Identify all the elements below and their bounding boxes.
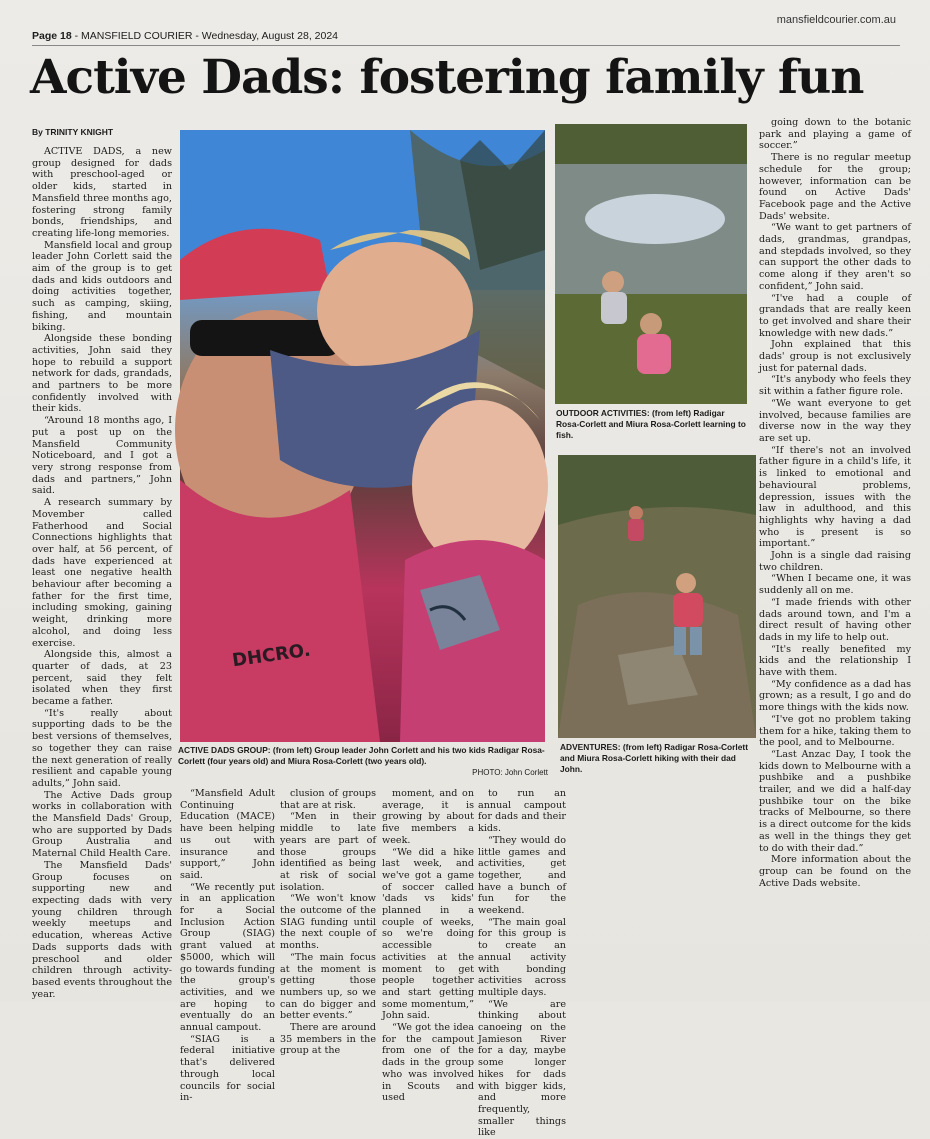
page-number: Page 18: [32, 30, 72, 42]
main-photo-dad-and-kids: [180, 130, 545, 742]
article-column-1: [32, 146, 172, 1000]
hiking-caption-text: (from left) Radigar Rosa-Corlett and Miura Rosa-Corlett hiking with their dad John.: [560, 742, 748, 774]
paragraph: “We got the idea for the campout from one of the dads in the group who was involved in Scouts and used: [382, 1022, 474, 1104]
hiking-photo-caption: [560, 742, 755, 775]
article-column-4: [382, 788, 474, 1104]
paragraph: “We recently put in an application for a Social Inclusion Action Group (SIAG) grant valued at $5000, which will go towards funding the group's activities, and we are hoping to eventually do an annual campout.: [180, 881, 275, 1034]
paragraph: “When I became one, it was suddenly all on me.: [759, 573, 911, 597]
fishing-caption-text: (from left) Radigar Rosa-Corlett and Miura Rosa-Corlett learning to fish.: [556, 408, 746, 440]
paragraph: “We want everyone to get involved, because families are diverse now in the way they are set up.: [759, 397, 911, 444]
fishing-caption-label: OUTDOOR ACTIVITIES:: [556, 408, 650, 418]
paragraph: “If there's not an involved father figure in a child's life, it is linked to emotional and behavioural problems, depression, issues with the law in adulthood, and this highlights why having a dad who is present is so important.”: [759, 444, 911, 550]
paragraph: More information about the group can be found on the Active Dads website.: [759, 854, 911, 889]
paragraph: “I've got no problem taking them for a hike, taking them to the pool, and to Melbourne.: [759, 713, 911, 749]
paragraph: “SIAG is a federal initiative that's delivered through local councils for social in-: [180, 1033, 275, 1104]
paragraph: “They would do little games and activities, get together, and have a bunch of fun for the weekend.: [478, 834, 566, 917]
paragraph: “We are thinking about canoeing on the Jamieson River for a day, maybe some longer hikes for dads with bigger kids, and more frequently, smaller things like: [478, 998, 566, 1139]
folio-left: [32, 30, 338, 45]
fishing-photo-caption: [556, 408, 748, 441]
paragraph: “We did a hike last week, and we've got a game of soccer called 'dads vs kids' planned in a couple of weeks, so we're doing accessible activities at the moment to get people together and start getting some momentum,” John said.: [382, 846, 474, 1022]
paragraph: There are around 35 members in the group at the: [280, 1022, 376, 1057]
article-column-3: [280, 788, 376, 1057]
paragraph: John explained that this dads' group is not exclusively just for paternal dads.: [759, 339, 911, 374]
paragraph: “We won't know the outcome of the SIAG funding until the next couple of months.: [280, 893, 376, 952]
photo-credit: PHOTO: John Corlett: [472, 768, 548, 777]
paragraph: Alongside this, almost a quarter of dads, at 23 percent, said they felt isolated when they first became a father.: [32, 649, 172, 708]
paragraph: “It's anybody who feels they sit within a father figure role.: [759, 374, 911, 398]
paragraph: The Active Dads group works in collaboration with the Mansfield Dads' Group, who are supported by Dads Group Australia and Maternal Child Health Care.: [32, 789, 172, 860]
hiking-caption-label: ADVENTURES:: [560, 742, 621, 752]
paragraph: ACTIVE DADS, a new group designed for dads with preschool-aged or older kids, started in Mansfield three months ago, fostering strong family bonds, friendships, and creating life-long memories.: [32, 146, 172, 239]
paragraph: “I made friends with other dads around town, and I'm a direct result of having other dads in my life to help out.: [759, 596, 911, 643]
paragraph: “We want to get partners of dads, grandmas, grandpas, and stepdads involved, so they can support the other dads to come along if they aren't so confident,” John said.: [759, 222, 911, 292]
article-column-5: [478, 788, 566, 1139]
paragraph: clusion of groups that are at risk.: [280, 788, 376, 811]
paragraph: “The main goal for this group is to create an annual activity with bonding activities across multiple days.: [478, 916, 566, 998]
main-caption-label: ACTIVE DADS GROUP:: [178, 745, 271, 755]
paragraph: “I've had a couple of grandads that are really keen to get involved and share their knowledge with new dads.”: [759, 292, 911, 339]
paragraph: “Around 18 months ago, I put a post up on the Mansfield Community Noticeboard, and I got a very strong response from dads and partners,” John said.: [32, 415, 172, 497]
paragraph: A research summary by Movember called Fatherhood and Social Connections highlights that over half, at 56 percent, of dads have experienced at least one negative health behaviour after becoming a father for the first time, including smoking, gaining weight, drinking more alcohol, and doing less exercise.: [32, 497, 172, 649]
website-url[interactable]: mansfieldcourier.com.au: [776, 14, 896, 26]
paragraph: “Men in their middle to late years are part of those groups identified as being at risk of social isolation.: [280, 811, 376, 893]
paragraph: moment, and on average, it is growing by about five members a week.: [382, 788, 474, 846]
paragraph: “Last Anzac Day, I took the kids down to Melbourne with a pushbike and a pushbike trailer, and we did a half-day pushbike tour on the bike tracks of Melbourne, so there is a direct outcome for the kids as well in the things they get to do with their dad.”: [759, 748, 912, 854]
paragraph: going down to the botanic park and playing a game of soccer.”: [759, 117, 911, 152]
hiking-photo-illustration: [558, 455, 756, 738]
main-photo-caption: [178, 745, 548, 778]
headline: Active Dads: fostering family fun: [30, 50, 864, 105]
paragraph: “Mansfield Adult Continuing Education (MACE) have been helping us out with insurance and support,” John said.: [180, 788, 275, 881]
paragraph: Mansfield local and group leader John Corlett said the aim of the group is to get dads and kids outdoors and doing activities together, such as camping, skiing, fishing, and mountain biking.: [32, 239, 172, 333]
fishing-photo: [555, 124, 747, 404]
paragraph: Alongside these bonding activities, John said they hope to rebuild a support network for dads, grandads, and partners to be more confidently involved with their kids.: [32, 333, 172, 415]
fishing-photo-illustration: [555, 124, 747, 404]
article-column-2: [180, 788, 275, 1104]
publication-date: - MANSFIELD COURIER - Wednesday, August 28, 2024: [71, 30, 339, 42]
paragraph: There is no regular meetup schedule for the group; however, information can be found on Active Dads' Facebook page and the Active Dads' website.: [759, 152, 911, 222]
article-column-6: [759, 117, 911, 997]
paragraph: “The main focus at the moment is getting those numbers up, so we can do bigger and better events.”: [280, 951, 376, 1022]
paragraph: “It's really benefited my kids and the relationship I have with them.: [759, 643, 911, 679]
paragraph: John is a single dad raising two children.: [759, 550, 911, 573]
paragraph: The Mansfield Dads' Group focuses on supporting new and expecting dads with very young children through weekly meetups and education, whereas Active Dads supports dads with preschool and older children through activity-based events throughout the year.: [32, 859, 172, 1000]
folio-bar: [32, 14, 900, 46]
main-caption-text: (from left) Group leader John Corlett and his two kids Radigar Rosa-Corlett (four years old) and Miura Rosa-Corlett (two years old).: [178, 745, 545, 766]
paragraph: “My confidence as a dad has grown; as a result, I go and do more things with the kids now.: [759, 678, 911, 714]
hiking-photo: [558, 455, 756, 738]
paragraph: “It's really about supporting dads to be the best versions of themselves, so together they can raise the next generation of really resilient and capable young adults,” John said.: [32, 707, 172, 789]
byline: By TRINITY KNIGHT: [32, 127, 114, 137]
shirt-logo-text: DHCRO.: [230, 639, 312, 672]
paragraph: to run an annual campout for dads and their kids.: [478, 788, 566, 835]
